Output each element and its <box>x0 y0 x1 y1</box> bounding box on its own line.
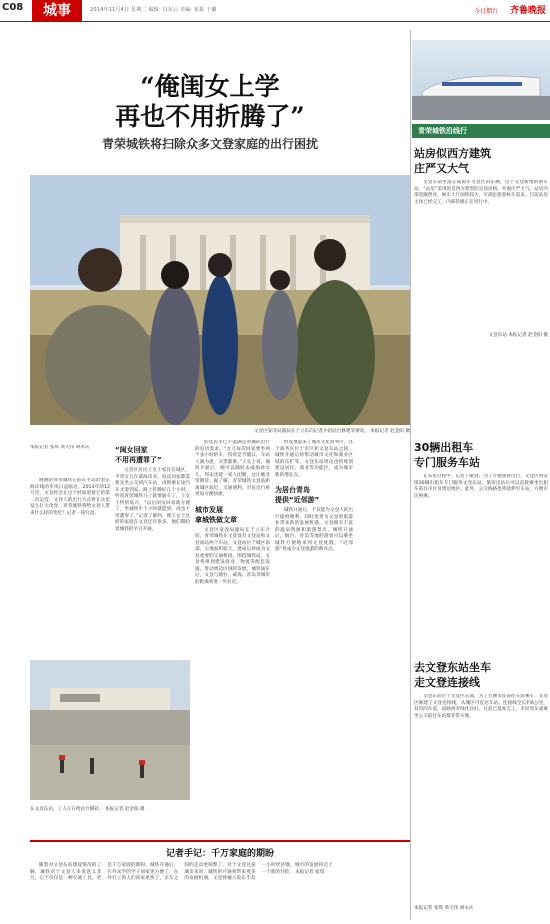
sidebar-headline-2-line-1: 30辆出租车 <box>414 441 474 454</box>
main-photo <box>30 175 410 425</box>
sidebar-text-2: 在采访过程中，记者了解到，为了方便旅客出行，文登区将安排30辆出租车专门服务文登东站，旅客出站后可以直接乘坐出租车前往市区及周边地区。此外，公交线路也将延伸至车站，方便市民换乘。 <box>414 474 548 499</box>
sidebar <box>412 40 550 924</box>
sidebar-photo <box>412 40 550 120</box>
subhead-3-line-2: 提供“近邻游” <box>275 496 320 504</box>
main-photo-illustration <box>30 175 410 425</box>
station-photo-illustration <box>30 660 190 800</box>
lead-paragraph: 晓晓的青荣城铁在胶东半岛沿着东海岸线的步伐日益临近。2014年的12月里，文登将会在这个时间迎接它的第一次运营，文登人的出行方式将在这里发生巨大改变，青荣城铁将给文登人带来什么样的变化？记者一探究竟。 <box>30 478 110 516</box>
headline-line-1: “俺闺女上学 <box>140 72 280 101</box>
sidebar-headline-2 <box>414 440 548 470</box>
sidebar-caption-1: 文登东站 本报记者 赵金阳 摄 <box>488 333 548 338</box>
train-illustration <box>412 40 550 120</box>
column-3-text-2: 城铁开通后，不仅能为文登人的出行提供便利，同时也将为文登的旅游业带来新的发展机遇。文登拥有丰富的温泉资源和旅游景点，城铁开通后，烟台、青岛等地的游客可以乘坐城铁方便地来到文登度假，“近邻游”将成为文登旅游的新亮点。 <box>275 508 353 552</box>
sidebar-headline-3-line-2: 走文登连接线 <box>414 676 480 689</box>
sidebar-photo-label: 青荣城铁沿线行 <box>412 124 550 138</box>
subhead-3 <box>275 485 353 505</box>
subhead-3-line-1: 为居台青岛 <box>275 486 310 494</box>
sidebar-headline-3-line-1: 去文登东站坐车 <box>414 661 491 674</box>
station-photo <box>30 660 190 800</box>
page-number: C08 <box>2 2 24 13</box>
sidebar-text-1: 文登东站坐落在威海市文登区的东侧，这个文登新增的新车站，“站房”采用的是西方典型的尖顶风格，外观庄严大气。站房内部宽敞明亮，候车大厅面积较大，可满足旅客候车需求。目前站房主体已经完工，内部装修正在进行中。 <box>414 180 548 205</box>
sub-logo: 今日烟台 <box>473 8 498 15</box>
main-photo-caption: 文登区发改局副局长于立东向记者介绍站台修建等情况。 本报记者 赵金阳 摄 <box>254 429 410 434</box>
reporter-note-text: 随着对文登东站建设情况的了解，城铁对于文登人来说意义非凡。它不仅仅是一种交通工具，更是千万家庭的期盼。城铁开通后，在外求学的学子回家更方便了，在外打工的人们回家更快了，亲友之间的走动更频繁了。对于文登这座城市来说，城铁的开通将带来更多的发展机遇，文登将融入胶东半岛一小时经济圈，城市的发展将迈上一个新的台阶。 本报记者 张琪 <box>30 863 333 881</box>
lead-text <box>30 478 110 618</box>
column-2-text: 的选民早已不能满足对城际出行的迫切需求。“女儿每次回家要坐两个多小时的车，特别是节假日，车站人满为患，买票都难。”王女士说，城铁开通后，她可以随时去威海看女儿，周末也能一家人团聚，这让她非常期待。据了解，青荣城铁文登站距离城区较近，交通便利，市民出行将更加方便快捷。 <box>195 440 270 497</box>
section-name: 城事 <box>32 0 82 22</box>
sidebar-headline-1-line-2: 庄严又大气 <box>414 162 469 175</box>
reporter-note-title: 记者手记：千万家庭的期盼 <box>165 849 274 859</box>
column-2-text-2: 文登区发改局副局长于立东介绍，青荣城铁在文登设有文登站和文登南站两个车站，文登站位于城区南部，占地面积较大，建成后将成为文登重要的交通枢纽。围绕城铁站，文登将规划建设商业、物流等配套设施，带动周边区域的发展。城铁通车后，文登与烟台、威海、青岛等城市的距离将进一步拉近。 <box>195 527 270 585</box>
page-header <box>0 0 550 22</box>
subhead-1-line-1: “闺女回家 <box>115 446 148 454</box>
subhead-2-line-2: 拿城铁做文章 <box>195 515 237 524</box>
column-1-text: 文登区居民王女士家住在城区，平常女儿在威海读书，每次回家都需要先坐公交到汽车站，再换乘长途汽车才能到家，路上折腾好几个小时。听说青荣城铁马上就要通车了，王女士特别高兴，“以后闺女回家就方便了，坐城铁半个小时就能到，再也不用遭罪了。”记者了解到，像王女士这样的家庭在文登还有很多，他们期盼着城铁的早日开通。 <box>115 468 190 532</box>
subhead-2-line-1: 城市发展 <box>195 505 223 514</box>
sidebar-headline-2-line-2: 专门服务车站 <box>414 456 480 469</box>
sidebar-story-1 <box>414 146 548 338</box>
newspaper-logo: 齐鲁晚报 <box>509 6 546 16</box>
subhead-1 <box>115 445 190 465</box>
sidebar-headline-1-line-1: 站房似西方建筑 <box>414 147 491 160</box>
subhead-1-line-2: 不用再遭罪了” <box>115 456 162 464</box>
headline <box>60 72 360 132</box>
sidebar-headline-3 <box>414 660 548 690</box>
sidebar-story-2 <box>414 440 548 624</box>
subheadline: 青荣城铁将扫除众多文登家庭的出行困扰 <box>101 137 318 151</box>
byline: 本报记者 张琪 黄天伟 胡永庆 <box>30 445 90 450</box>
headline-line-2: 再也不用折腾了” <box>115 102 305 131</box>
article-column-2 <box>195 440 270 770</box>
subhead-2 <box>195 505 270 525</box>
article-column-3 <box>275 440 353 830</box>
station-photo-caption: 在文登东站，工人正在给站台铺砖。 本报记者 赵金阳 摄 <box>30 807 145 812</box>
column-3-text: 经发展起来了城市文化商务区，这个商务区位于市区和文登东站之间，城铁开通后将带动城市文化和商业区域的东扩等。文登东站周边也将规划建设居住、商业等功能区，成为城市新的增长点。 <box>275 440 353 478</box>
sidebar-story-3 <box>414 660 548 913</box>
reporter-note <box>30 840 410 920</box>
sidebar-headline-1 <box>414 146 548 176</box>
sidebar-text-3: 文登东站位于文登区东部，为了方便市民前往车站乘车，文登区修建了文登连接线，从城区可直达车站。连接线全长约6公里，双向四车道，道路两旁绿化良好，目前已基本完工。市民驾车或乘坐公交前往车站都非常方便。 <box>414 694 548 719</box>
sidebar-divider <box>410 30 411 920</box>
sidebar-byline: 本报记者 张琪 黄天伟 胡永庆 <box>414 906 474 911</box>
issue-meta: 2014年11月4日 星期二 编辑: 冯东云 美编: 崔振 于璐 <box>90 7 217 13</box>
